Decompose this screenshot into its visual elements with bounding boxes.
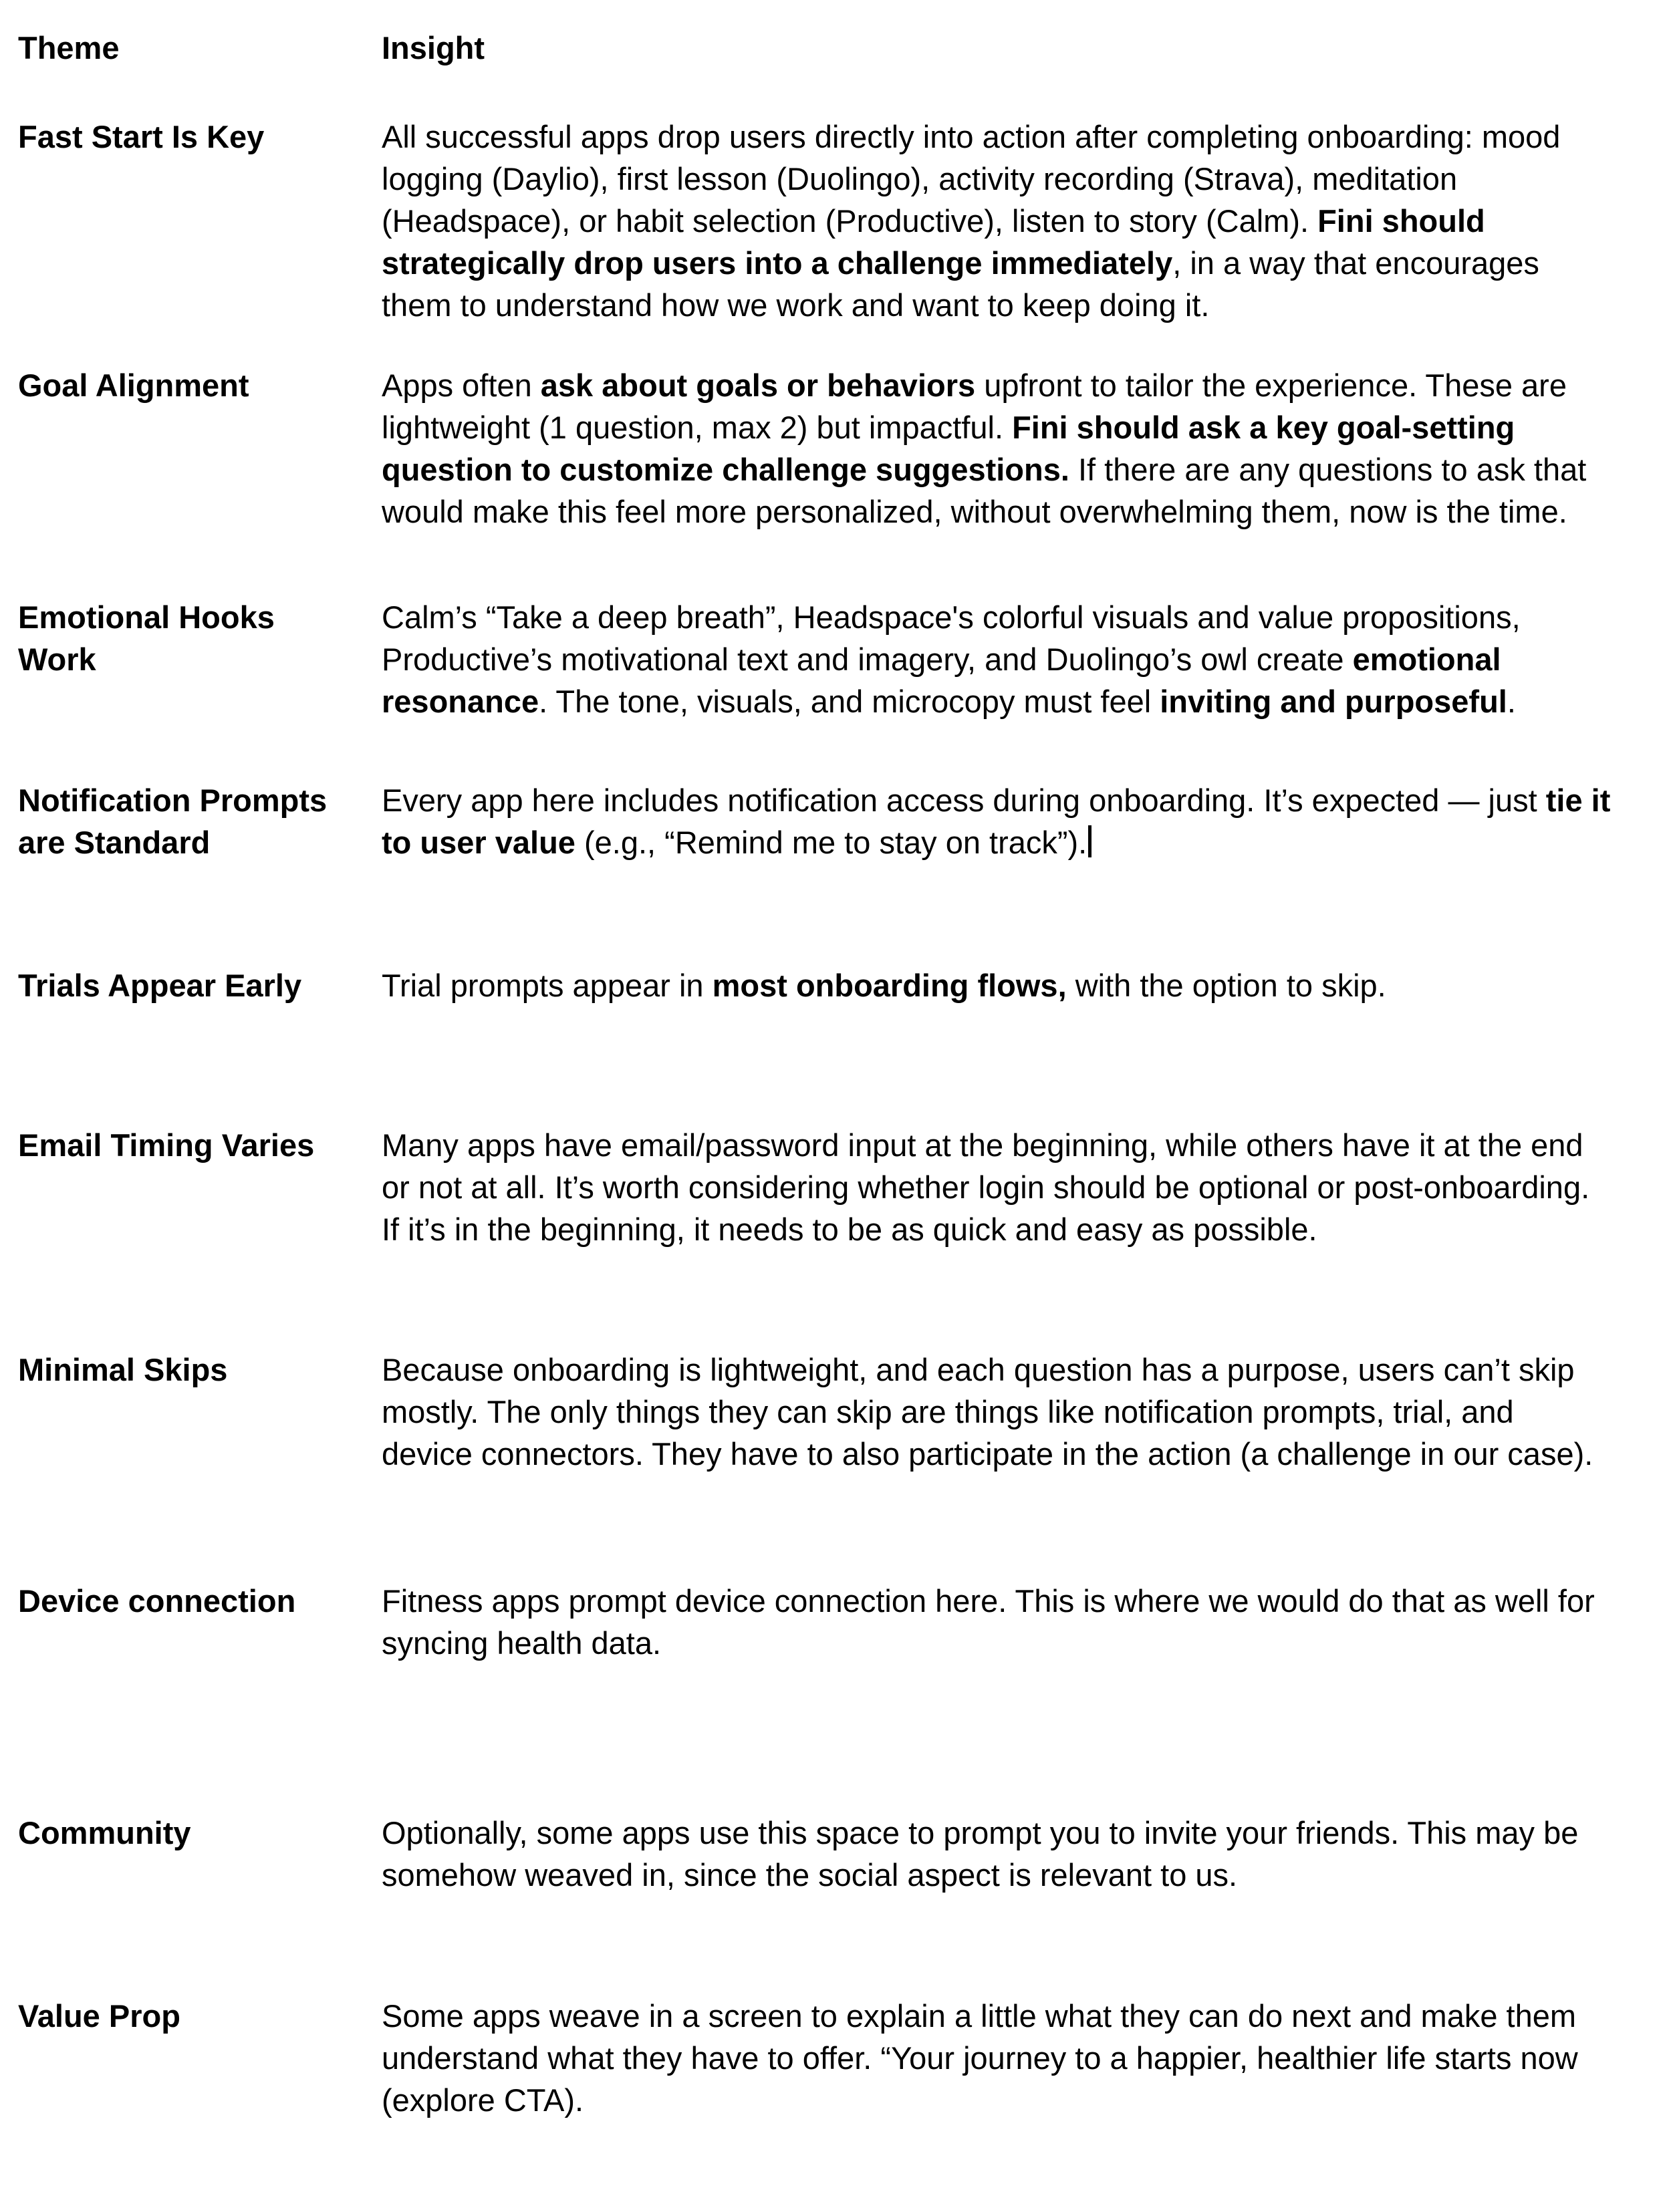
insight-text: Trial prompts appear in bbox=[382, 968, 713, 1003]
theme-cell: Fast Start Is Key bbox=[18, 119, 265, 154]
theme-cell: Emotional Hooks Work bbox=[18, 599, 275, 677]
text-cursor bbox=[1088, 825, 1091, 857]
insight-text: Every app here includes notification access during onboarding. It’s expected — just bbox=[382, 783, 1546, 818]
theme-cell: Notification Prompts are Standard bbox=[18, 783, 328, 860]
insight-text: Apps often bbox=[382, 368, 541, 403]
insight-text-bold: inviting and purposeful bbox=[1160, 684, 1507, 719]
insight-text: Fitness apps prompt device connection here. This is where we would do that as well for syncing health data. bbox=[382, 1583, 1595, 1661]
insight-text: All successful apps drop users directly into action after completing onboarding: mood logging (Daylio), first lesson (Duolingo), activity recording (Strava), meditation (Headspace), or habit selection (Productive), listen to story (Calm). bbox=[382, 119, 1561, 239]
insight-cell[interactable] bbox=[382, 1124, 1612, 1250]
insight-text: (e.g., “Remind me to stay on track”). bbox=[575, 825, 1087, 860]
theme-cell: Goal Alignment bbox=[18, 368, 249, 403]
insight-text-bold: Fini should ask a key goal-setting question to customize challenge suggestions. bbox=[382, 410, 1515, 487]
insight-text-bold: tie it to user value bbox=[382, 783, 1611, 860]
insight-cell[interactable] bbox=[382, 1349, 1612, 1475]
insight-column-header: Insight bbox=[382, 30, 485, 65]
insight-text: . bbox=[1507, 684, 1516, 719]
insight-cell[interactable] bbox=[382, 1812, 1612, 1896]
insight-text-bold: Fini should strategically drop users into a challenge immediately bbox=[382, 203, 1485, 281]
insight-text: with the option to skip. bbox=[1066, 968, 1386, 1003]
insight-text-bold: most onboarding flows, bbox=[712, 968, 1067, 1003]
theme-column-header: Theme bbox=[18, 30, 120, 65]
insight-cell[interactable] bbox=[382, 116, 1612, 326]
insight-cell[interactable] bbox=[382, 1580, 1612, 1664]
theme-cell: Trials Appear Early bbox=[18, 968, 302, 1003]
insight-text: upfront to tailor the experience. These are lightweight (1 question, max 2) but impactful. bbox=[382, 368, 1567, 445]
insight-cell[interactable] bbox=[382, 596, 1612, 722]
insight-cell[interactable] bbox=[382, 964, 1612, 1006]
insight-text-bold: emotional resonance bbox=[382, 642, 1501, 719]
theme-cell: Email Timing Varies bbox=[18, 1127, 315, 1163]
insight-text: , in a way that encourages them to understand how we work and want to keep doing it. bbox=[382, 245, 1539, 323]
insight-cell[interactable] bbox=[382, 1995, 1612, 2121]
theme-cell: Community bbox=[18, 1815, 191, 1850]
insight-cell[interactable] bbox=[382, 364, 1612, 533]
insight-text-bold: ask about goals or behaviors bbox=[540, 368, 976, 403]
theme-cell: Device connection bbox=[18, 1583, 296, 1619]
theme-cell: Value Prop bbox=[18, 1998, 180, 2034]
insight-text: . The tone, visuals, and microcopy must feel bbox=[539, 684, 1160, 719]
theme-cell: Minimal Skips bbox=[18, 1352, 228, 1387]
insight-text: Many apps have email/password input at the beginning, while others have it at the end or not at all. It’s worth considering whether login should be optional or post-onboarding. If it’s in the beginning, it needs to be as quick and easy as possible. bbox=[382, 1127, 1590, 1247]
insight-text: Because onboarding is lightweight, and each question has a purpose, users can’t skip mostly. The only things they can skip are things like notification prompts, trial, and device connectors. They have to also participate in the action (a challenge in our case). bbox=[382, 1352, 1593, 1472]
insight-text: Optionally, some apps use this space to prompt you to invite your friends. This may be somehow weaved in, since the social aspect is relevant to us. bbox=[382, 1815, 1579, 1893]
insight-cell[interactable] bbox=[382, 779, 1612, 863]
insight-text: Some apps weave in a screen to explain a little what they can do next and make them understand what they have to offer. “Your journey to a happier, healthier life starts now (explore CTA). bbox=[382, 1998, 1578, 2118]
insight-text: If there are any questions to ask that would make this feel more personalized, without overwhelming them, now is the time. bbox=[382, 452, 1587, 529]
insight-text: Calm’s “Take a deep breath”, Headspace's colorful visuals and value propositions, Productive’s motivational text and imagery, and Duolingo’s owl create bbox=[382, 599, 1521, 677]
